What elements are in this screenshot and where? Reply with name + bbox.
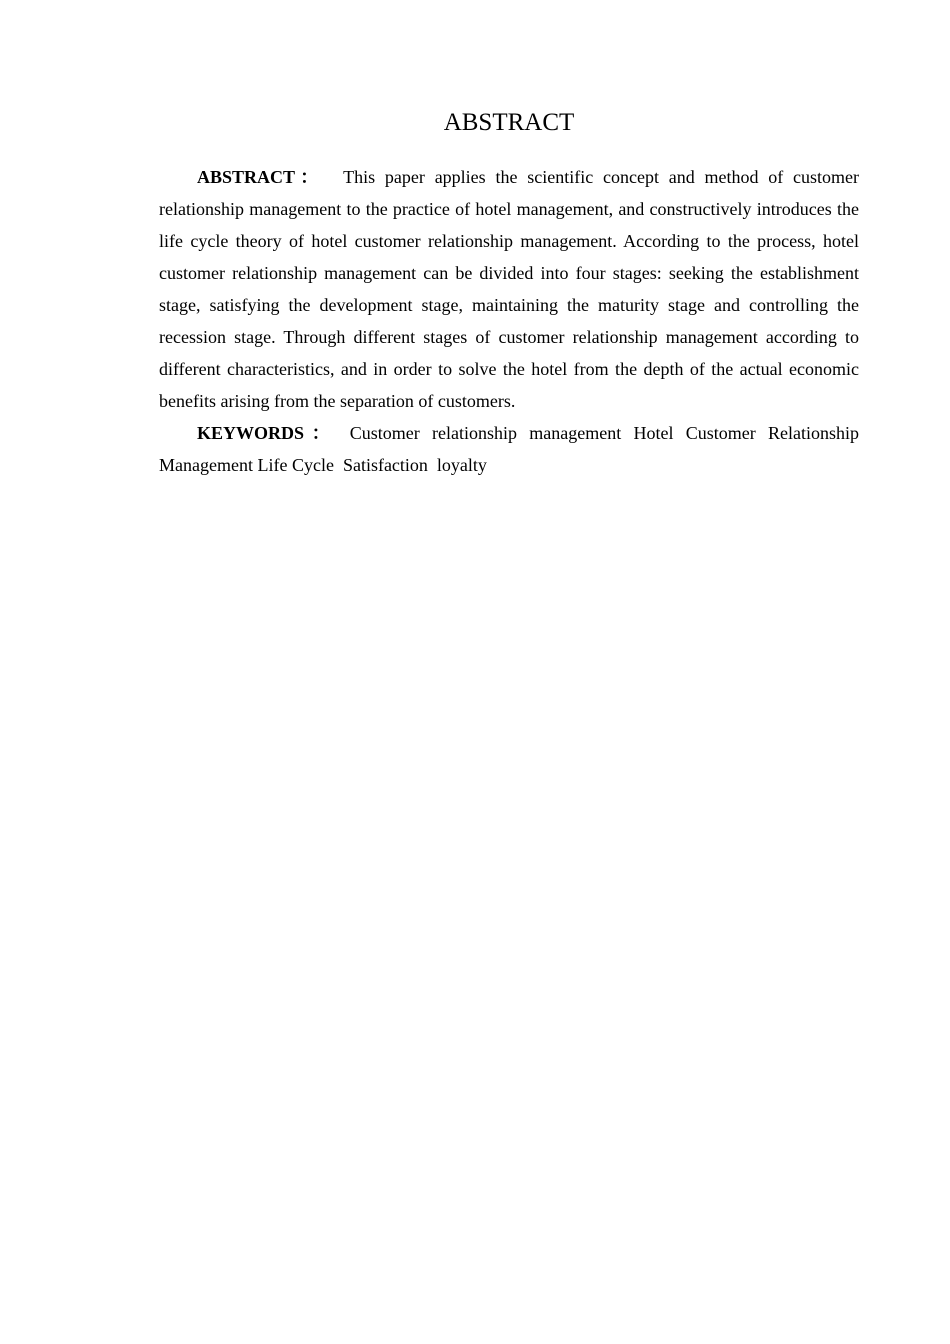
abstract-label: ABSTRACT： xyxy=(197,167,324,187)
abstract-section xyxy=(159,161,859,481)
keywords-label: KEYWORDS： xyxy=(197,423,338,443)
keyword-item: Hotel Customer Relationship Management Life Cycle xyxy=(159,423,860,475)
abstract-paragraph xyxy=(159,161,859,417)
page-title: ABSTRACT xyxy=(443,109,575,136)
keywords-paragraph xyxy=(159,417,859,481)
abstract-text: This paper applies the scientific concept and method of customer relationship management to the practice of hotel management, and constructively introduces the life cycle theory of hotel customer relationship management. According to the process, hotel customer relationship management can be divided into four stages: seeking the establishment stage, satisfying the development stage, maintaining the maturity stage and controlling the recession stage. Through different stages of customer relationship management according to different characteristics, and in order to solve the hotel from the depth of the actual economic benefits arising from the separation of customers. xyxy=(159,167,860,411)
keyword-item: Customer relationship management xyxy=(349,423,622,443)
keyword-item: loyalty xyxy=(436,455,487,475)
keyword-item: Satisfaction xyxy=(342,455,428,475)
